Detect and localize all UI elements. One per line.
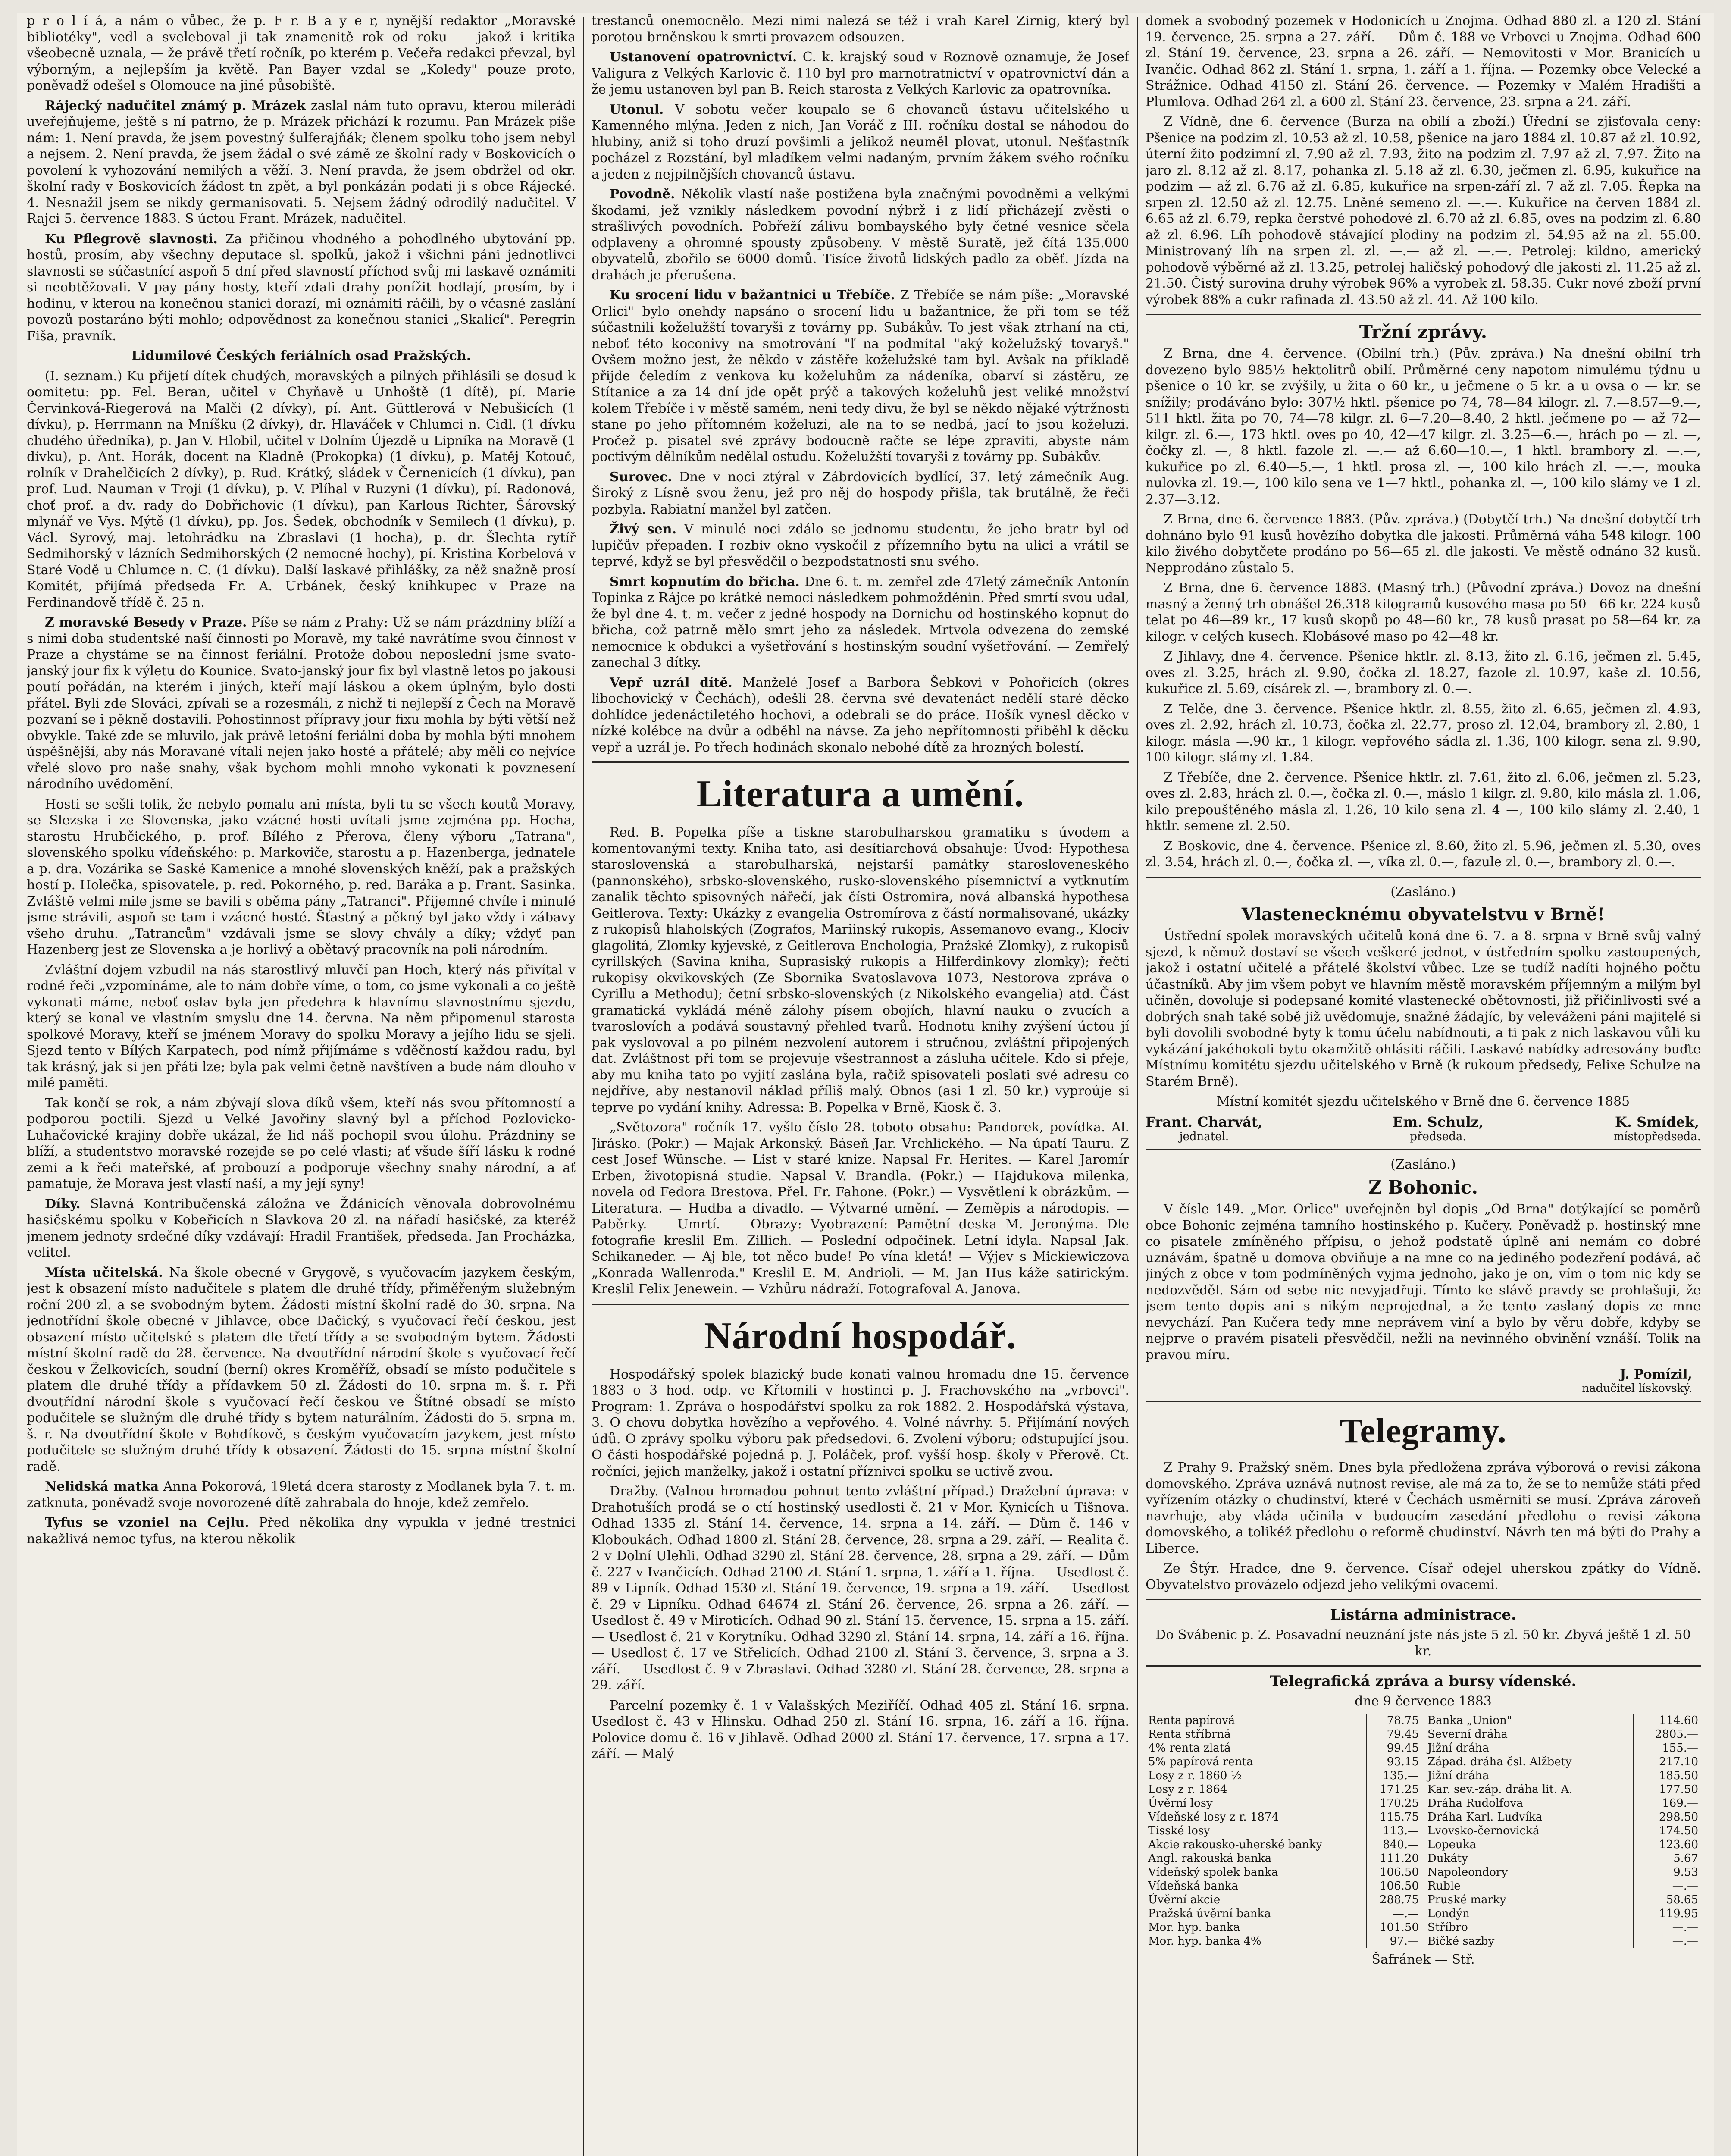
- article-heading: Utonul.: [610, 102, 664, 117]
- rates-table-right: [1425, 1714, 1701, 1948]
- rate-value: 9.53: [1673, 1865, 1698, 1879]
- paragraph: Hospodářský spolek blazický bude konati valnou hromadu dne 15. července 1883 o 3 hod. odp. ve Křtomili v hostinci p. J. Frachovského na „vrbovci". Program: 1. Zpráva o hospodářství spolku za rok 1882. 2. Hospodářská výstava, 3. O chovu dobytka hovězího a vepřového. 4. Volné návrhy. 5. Přijímání nových údů. O zprávy spolku výboru pak předsedovi. 6. Zvolení výboru; odstupující jsou. O části hospodářské pojedná p. J. Poláček, prof. vyšší hosp. školy v Přerově. Ct. ročníci, jejich manželky, jakož i ostatní příznivci spolku se uctivě zvou.: [592, 1366, 1129, 1479]
- article-heading: Lidumilové Českých feriálních osad Pražských.: [131, 348, 471, 364]
- rate-value: 171.25: [1380, 1783, 1419, 1796]
- rate-value: 135.—: [1383, 1769, 1419, 1782]
- section-rule: [1146, 1401, 1701, 1402]
- rate-label: 5% papírová renta: [1146, 1755, 1366, 1769]
- rate-label: Mor. hyp. banka 4%: [1146, 1934, 1366, 1948]
- paragraph: Do Svábenic p. Z. Posavadní neuznání jste nás jste 5 zl. 50 kr. Zbyvá ještě 1 zl. 50 kr.: [1155, 1627, 1691, 1659]
- rate-label: Kar. sev.-záp. dráha lit. A.: [1425, 1783, 1633, 1796]
- section-rule: [1146, 877, 1701, 878]
- rate-row: [1425, 1714, 1701, 1727]
- section-title-narodni-hospodar: Národní hospodář.: [704, 1315, 1017, 1357]
- rate-label: Mor. hyp. banka: [1146, 1921, 1366, 1934]
- rate-value: 97.—: [1390, 1934, 1419, 1948]
- rate-label: Úvěrní akcie: [1146, 1893, 1366, 1907]
- rate-value: 106.50: [1380, 1879, 1419, 1893]
- rate-label: Západ. dráha čsl. Alžbety: [1425, 1755, 1633, 1769]
- column-3: [1146, 13, 1701, 2156]
- rate-value: 170.25: [1380, 1796, 1419, 1810]
- article-heading: Surovec.: [610, 469, 672, 485]
- section-title-z-bohonic: Z Bohonic.: [1368, 1177, 1478, 1198]
- rate-label: Akcie rakousko-uherské banky: [1146, 1838, 1366, 1852]
- paragraph: V čísle 149. „Mor. Orlice" uveřejněn byl dopis „Od Brna" dotýkající se poměrů obce Bohonic zejména tamního hostinského p. Kučery. Poněvadž p. hostinský mne co pisatele zmíněného přípisu, o jehož podstatě úplně ani nemám co dobré uznávám, špatně u domova obviňuje a na mne co na jediného podezření podává, ač jiných z obce v tom podmíněných vyjma jednoho, jako je on, vím o tom nic kdy se nedozvěděl. Sám od sebe nic nevyjadřuji. Tímto ke slávě pravdy se prohlašuji, že jsem tento dopis ani s nikým neprojednal, a že tento zaslaný dopis ze mne nevychází. Pan Kučera tedy mne neprávem viní a bylo by věru dobře, kdyby se nejprve o pravém pisateli přesvědčil, nežli na nevinného obvinění vznáší. Tolik na pravou míru.: [1146, 1202, 1701, 1363]
- rate-value: 78.75: [1387, 1714, 1419, 1727]
- article-heading: Ku Pflegrově slavnosti.: [45, 231, 218, 247]
- section-title-bursa: Telegrafická zpráva a bursy vídenské.: [1270, 1673, 1577, 1690]
- article-heading: Rájecký nadučitel známý p. Mrázek: [45, 98, 306, 113]
- rate-label: Londýn: [1425, 1907, 1633, 1921]
- rate-value: 174.50: [1659, 1824, 1698, 1837]
- paragraph: Nelidská matka Anna Pokorová, 19letá dcera starosty z Modlanek byla 7. t. m. zatknuta, poněvadž svoje novorozené dítě zahrabala do hnoje, kdež zemřelo.: [27, 1479, 576, 1510]
- article-heading: Z moravské Besedy v Praze.: [45, 615, 247, 630]
- paragraph: Ku srocení lidu v bažantnici u Třebíče. Z Třebíče se nám píše: „Moravské Orlici" bylo onehdy napsáno o srocení lidu u bažantnice, že při tom se též súčastnili koželužští tovaryši z továrny pp. Subákův. To jest však ztrhaní na cti, neboť této koconivy na smotrování "ľ na podmítal "aký koželužský tovaryš." Ovšem možno jest, že někdo v zástěře koželužské tam byl. Avšak na příkladě přijde čeledím z venkova ku koželuhům za nádeníka, obarví si zástěru, ze Stítanice a za 14 dní jde opět prýč a takových koželuhů jest veliké množství kolem Třebíče i v městě samém, neni tedy divu, že byl se někdo nějaké výtržnosti stane po jeho přítomném koželuzi, ale na to se nedbá, jací to jsou koželuzi. Pročež p. pisatel své zprávy bodoucně račte se lépe zpraviti, abyste nám poctivým dělníkům nedělal ostudu. Koželužští tovaryši z továrny pp. Subákův.: [592, 288, 1129, 464]
- rate-row: [1425, 1852, 1701, 1865]
- section-title-trzni-zpravy: Tržní zprávy.: [1359, 321, 1487, 342]
- rate-value: 169.—: [1662, 1796, 1698, 1810]
- paragraph: Zvláštní dojem vzbudil na nás starostlivý mluvčí pan Hoch, který nás přivítal v rodné řeči „vzpomínáme, ale to nám dobře víme, o tom, co jsme vykonali a co ještě vykonati máme, neboť oslav byla jen předehra k hlavnímu slavnostnímu sjezdu, který se konal ve vlastním smyslu dne 14. června. Na něm připomenul starosta spolkové Moravy, kteří se jménem Moravy do spolku Moravy a jejího lidu se sjeli. Sjezd tento v Bílých Karpatech, pod nímž přijímáme s vděčností každou radu, byl tak krásný, jak si jen přáti lze; byla pak velmi četně navštíven a bude nám dlouho v milé paměti.: [27, 962, 576, 1091]
- paragraph: Smrt kopnutím do břicha. Dne 6. t. m. zemřel zde 47letý zámečník Antonín Topinka z Rájce po krátké nemoci následkem pohmožděnin. Před smrtí svou udal, že byl dne 4. t. m. večer z jedné hospody na Dornichu od hostinského kopnut do břicha, což patrně mělo smrt jeho za následek. Mrtvola odvezena do zemské nemocnice k obdukci a vyšetřování s hostinským soudní vyšetřování. — Zemřelý zanechal 3 dítky.: [592, 574, 1129, 670]
- paragraph: Surovec. Dne v noci ztýral v Zábrdovicích bydlící, 37. letý zámečník Aug. Široký z Lísně svou ženu, jež pro něj do hospody přišla, tak brutálně, že řeči pozbyla. Rabiatní manžel byl zatčen.: [592, 469, 1129, 517]
- paragraph: Hosti se sešli tolik, že nebylo pomalu ani místa, byli tu se všech koutů Moravy, se Slezska i ze Slovenska, jako vzácné hosti uvítali jsme zejména pp. Hocha, starostu Hrubčického, p. prof. Bílého z Přerova, členy výboru „Tatrana", slovenského spolku vídeňského: p. Markoviče, starostu a p. Hazenberga, jednatele a p. dra. Vozárika se Saské Kamenice a mnohé slovenských kněží, pak a pražských hostí p. Holečka, spisovatele, p. red. Pokorného, p. red. Baráka a p. Frant. Sasinka. Zvláště velmi mile jsme se bavili s oběma pány „Tatranci". Přijemné chvíle i minulé jsme strávili, aspoň se tam i vzácné hosté. Šťastný a pěkný byl jako vždy i zábavy všeho druhu. „Tatrancům" vzdávali jsme se slovy chvály a díky; vždyť pan Hazenberg jest ze Slovenska a je horlivý a obětavý pracovník na poli národním.: [27, 796, 576, 957]
- paragraph: Vepř uzrál dítě. Manželé Josef a Barbora Šebkovi v Pohořicích (okres libochovický v Čechách), odešli 28. června své devatenáct nedělí staré děcko dohlídce jedenáctiletého hochovi, a odebrali se do práce. Hošík vynesl děcko v nízké kolébce na dvůr a odběhl na návse. Za jeho nepřítomnosti přiběhl k děcku vepř a uzrál je. Po třech hodinách skonalo nebohé dítě za hrozných bolestí.: [592, 675, 1129, 755]
- rates-table-left: [1146, 1714, 1421, 1948]
- paragraph: Povodně. Několik vlastí naše postižena byla značnými povodněmi a velkými škodami, jež vznikly následkem povodní nýbrž i z lidí přicházejí zvěsti o strašlivých povodních. Pobřeží zálivu bombayského byly četné vesnice sčela odplaveny a ohromné spousty způsobeny. V městě Suratě, jež čítá 135.000 obyvatelů, zbořilo se 6000 domů. Tisíce životů lidských padlo za oběť. Jízda na drahách je přerušena.: [592, 187, 1129, 283]
- newspaper-page: [17, 13, 1714, 2156]
- rate-row: [1146, 1769, 1421, 1783]
- rate-label: Losy z r. 1860 ½: [1146, 1769, 1366, 1783]
- article-heading: Ku srocení lidu v bažantnici u Třebíče.: [610, 288, 895, 303]
- paragraph: Z Boskovic, dne 4. července. Pšenice zl. 8.60, žito zl. 5.96, ječmen zl. 5.30, oves zl. 3.54, hrách zl. 0.—, čočka zl. —, víka zl. 0.—, fazule zl. 0.—, brambory zl. 0.—.: [1146, 838, 1701, 870]
- paragraph: Z Třebíče, dne 2. července. Pšenice hktlr. zl. 7.61, žito zl. 6.06, ječmen zl. 5.23, oves zl. 2.83, hrách zl. 0.—, čočka zl. 0.—, máslo 1 kilgr. zl. 9.80, kilo másla zl. 1.06, kilo prepouštěného másla zl. 1.26, 10 kilo sena zl. 4 —, 100 kilo slámy zl. 2.40, 1 hktlr. semene zl. 2.50.: [1146, 770, 1701, 834]
- rate-row: [1425, 1865, 1701, 1879]
- signature: J. Pomízil, nadučitel lískovský.: [1582, 1367, 1692, 1395]
- rate-row: [1146, 1727, 1421, 1741]
- rate-value: 840.—: [1383, 1838, 1419, 1851]
- section-rule: [592, 1304, 1129, 1305]
- rate-label: Napoleondory: [1425, 1865, 1633, 1879]
- paragraph: Ku Pflegrově slavnosti. Za přičinou vhodného a pohodlného ubytování pp. hostů, prosím, aby všechny deputace sl. spolků, jakož i všichni páni jednotlivci slavnosti se súčastnící aspoň 5 dní před slavností příchod svůj mi laskavě oznámiti si neobtěžovali. V pay pány hosty, kteří zdali drahy ponížit hodlají, prosím, by i hodinu, v kterou na konečnou stanici dorazí, mi oznámiti ráčili, by o včasné zaslání povozů postaráno býti mohlo; odpovědnost za konečnou stanici „Skalicí". Peregrin Fiša, pravník.: [27, 231, 576, 344]
- rate-row: [1425, 1921, 1701, 1934]
- rate-value: 99.45: [1387, 1741, 1419, 1755]
- rate-value: 115.75: [1380, 1810, 1419, 1824]
- rate-value: 5.67: [1673, 1852, 1698, 1865]
- rate-label: Jižní dráha: [1425, 1741, 1633, 1755]
- paragraph: dne 9 července 1883: [1355, 1694, 1492, 1709]
- rate-label: Úvěrní losy: [1146, 1796, 1366, 1810]
- paragraph: Rájecký nadučitel známý p. Mrázek zaslal nám tuto opravu, kterou milerádi uveřejňujeme, ještě s ní patrno, že p. Mrázek přichází k rozumu. Pan Mrázek píše nám: 1. Není pravda, že jsem povestný šulferajňák; členem spolku toho jsem nebyl a nejsem. 2. Není pravda, že jsem žádal o své zámě ze školní rady v Boskovicích o povolení k vyhozování nemilých a věží. 3. Není pravda, že jsem obdržel od okr. školní rady v Boskovicích žádost tn zpět, a byl ponkázán podati ji s obce Rájecké. 4. Nesnažil jsem se nikdy germanisovati. 5. Nejsem žádný odrodilý nadučitel. V Rajci 5. července 1883. S úctou Frant. Mrázek, nadučitel.: [27, 98, 576, 226]
- rate-value: 155.—: [1662, 1741, 1698, 1755]
- rate-value: 177.50: [1659, 1783, 1698, 1796]
- rate-label: Severní dráha: [1425, 1727, 1633, 1741]
- paragraph: Utonul. V sobotu večer koupalo se 6 chovanců ústavu učitelského u Kamenného mlýna. Jeden z nich, Jan Voráč z III. ročníku dostal se náhodou do hlubiny, aniž si toho druzí povšimli a jelikož neuměl plovat, utonul. Nešťastník pocházel z Rozstání, byl mladíkem velmi nadaným, prvním žákem svého ročníku a jeden z nejpilnějších chovanců ústavu.: [592, 102, 1129, 182]
- rate-label: Pražská úvěrní banka: [1146, 1907, 1366, 1921]
- zaslano-label: (Zasláno.): [1390, 1156, 1456, 1172]
- rate-row: [1146, 1852, 1421, 1865]
- rate-label: Tisské losy: [1146, 1824, 1366, 1838]
- rate-value: —.—: [1393, 1907, 1419, 1920]
- paragraph: Místní komitét sjezdu učitelského v Brně dne 6. července 1885: [1216, 1094, 1630, 1109]
- article-heading: Smrt kopnutím do břicha.: [610, 574, 800, 589]
- paragraph: Dražby. (Valnou hromadou pohnut tento zvláštní případ.) Dražební úprava: v Drahotuších prodá se o ctí hostinský usedlosti č. 21 v Mor. Kynicích u Tišnova. Odhad 1335 zl. Stání 14. července, 14. srpna a 14. září. — Dům č. 146 v Kloboukách. Odhad 1800 zl. Stání 28. července, 28. srpna a 29. září. — Realita č. 2 v Dolní Ulehli. Odhad 3290 zl. Stání 28. července, 28. srpna a 29. září. — Dům č. 227 v Ivančicích. Odhad 2100 zl. Stání 1. srpna, 1. září a 1. října. — Usedlost č. 89 v Lipník. Odhad 1530 zl. Stání 19. července, 19. srpna a 19. září. — Usedlost č. 29 v Lipníku. Odhad 64674 zl. Stání 26. července, 26. srpna a 26. září. — Usedlost č. 49 v Miroticích. Odhad 90 zl. Stání 15. července, 15. srpna a 15. září. — Usedlost č. 21 v Korytníku. Odhad 3290 zl. Stání 14. srpna, 14. září a 16. října. — Usedlost č. 17 ve Střelicích. Odhad 2100 zl. Stání 3. července, 3. srpna a 3. září. — Usedlost č. 9 v Zbraslavi. Odhad 3280 zl. Stání 28. července, 28. srpna a 29. září.: [592, 1484, 1129, 1693]
- article-heading: Vepř uzrál dítě.: [610, 675, 732, 690]
- rate-value: 79.45: [1387, 1727, 1419, 1741]
- section-rule: [592, 761, 1129, 763]
- rate-row: [1146, 1934, 1421, 1948]
- rate-label: Bičké sazby: [1425, 1934, 1633, 1948]
- paragraph: Z Telče, dne 3. července. Pšenice hktlr. zl. 8.55, žito zl. 6.65, ječmen zl. 4.93, oves zl. 2.92, hrách zl. 10.73, čočka zl. 22.77, proso zl. 12.04, brambory zl. 2.80, 1 kilogr. másla —.90 kr., 1 kilogr. vepřového sádla zl. 1.36, 100 kilogr. sena zl. 9.90, 100 kilogr. slámy zl. 1.84.: [1146, 701, 1701, 765]
- rate-label: Dukáty: [1425, 1852, 1633, 1865]
- rate-value: 288.75: [1380, 1893, 1419, 1906]
- rate-row: [1425, 1769, 1701, 1783]
- rate-value: 119.95: [1659, 1907, 1698, 1920]
- rate-value: 58.65: [1666, 1893, 1698, 1906]
- rate-label: Renta papírová: [1146, 1714, 1366, 1727]
- rate-value: 298.50: [1659, 1810, 1698, 1824]
- column-1: [27, 13, 576, 2156]
- rate-row: [1425, 1755, 1701, 1769]
- rate-row: [1146, 1796, 1421, 1810]
- zaslano-label: (Zasláno.): [1390, 884, 1456, 899]
- paragraph: Z moravské Besedy v Praze. Píše se nám z Prahy: Už se nám prázdniny blíží a s nimi doba studentské naší činnosti po Moravě, my také navrátíme svou činnost v Praze a chystáme se na činnost feriální. Protože dobou neposlední jsme svato-janský jour fix k výletu do Kounice. Svato-janský jour fix byl vlastně letos po jakousi poutí pořádán, na kterém i jiných, kteří mají láskou a okem úplným, bylo dosti přátel. Byli zde Slováci, zpívali se a rozesmáli, z nichž ti nejlepší z Čech na Moravě pozvaní se i pěkně dostavili. Pohostinnost přípravy jour fixu mohla by býti větší než obvykle. Také zde se mluvilo, jak právě letošní feriální doba by mohla býti mnohem úspěšnější, aby nás Moravané vítali nejen jako hosté a přátelé; aby měli co nejvíce vřelé slovo pro naše snahy, však bychom mohli mnoho vykonati k povznesení národního uvědomění.: [27, 615, 576, 792]
- rate-row: [1425, 1783, 1701, 1796]
- rate-label: Dráha Karl. Ludvíka: [1425, 1810, 1633, 1824]
- paragraph: Ústřední spolek moravských učitelů koná dne 6. 7. a 8. srpna v Brně svůj valný sjezd, k němuž dostaví se všech veškeré jednot, v ústředním spolku zastoupených, jakož i ostatní učitelé a přátelé školství vůbec. Lze se tudíž nadíti hojného počtu účastníků. Aby jim všem pobyt ve hlavním městě moravském příjemným a milým byl učiněn, dovoluje si podepsané komité vlastenecké obětovnosti, již přičinlivosti své a dobrých snah také sobě již uvědomuje, snažné žádajíc, by veleváženi páni majitelé si byli dovolili svobodné byty k tomu účelu nabídnouti, a ti pak z nich laskavou vůli ku vykázání jakéhokoli bytu okamžitě ohlásiti ráčili. Laskavé nabídky adresovány buďte Místnímu komitétu sjezdu učitelského v Brně (k rukoum předsedy, Felixe Schulze na Starém Brně).: [1146, 928, 1701, 1089]
- paragraph: Tyfus se vzoniel na Cejlu. Před několika dny vypukla v jedné trestnici nakažlivá nemoc tyfus, na kterou několik: [27, 1515, 576, 1547]
- section-title-literatura: Literatura a umění.: [696, 773, 1024, 815]
- rate-row: [1146, 1810, 1421, 1824]
- rate-row: [1425, 1741, 1701, 1755]
- section-rule: [1146, 1599, 1701, 1600]
- section-rule: [1146, 1149, 1701, 1150]
- rate-row: [1146, 1838, 1421, 1852]
- rate-label: Banka „Union": [1425, 1714, 1633, 1727]
- rate-row: [1146, 1879, 1421, 1893]
- rate-label: Angl. rakouská banka: [1146, 1852, 1366, 1865]
- paragraph: Ustanovení opatrovnictví. C. k. krajský soud v Roznově oznamuje, že Josef Valigura z Velkých Karlovic č. 110 byl pro marnotratnictví v opatrovnictví dán a že jemu ustanoven byl pan B. Reich starosta z Velkých Karlovic za opatrovníka.: [592, 50, 1129, 97]
- rate-value: —.—: [1672, 1879, 1698, 1893]
- article-heading: Ustanovení opatrovnictví.: [610, 50, 797, 65]
- paragraph: Místa učitelská. Na škole obecné v Grygově, s vyučovacím jazykem českým, jest k obsazení místo nadučitele s platem dle druhé třídy, přiměřeným služebným roční 200 zl. a se svobodným bytem. Žádosti místní školní radě do 30. srpna. Na jednotřídní škole obecné v Jihlavce, obce Dačický, s vyučovací řečí českou, jest obsazení místo učitelské s platem dle třetí třídy a se svobodným bytem. Žádosti místní školní radě do 28. července. Na dvoutřídní národní škole s vyučovací řečí českou v Želkovicích, soudní (berní) okres Kroměříž, obsadí se místo podučitele s platem dle druhé třídy a přídavkem 50 zl. Žádosti do 10. srpna m. š. r. Při dvoutřídní národní škole s vyučovací řečí českou ve Štítné obsadí se místo podučitele se služným dle druhé třídy s bytem naturálním. Žádosti do 5. srpna m. š. r. Na dvoutřídní škole v Bohdíkově, s českým vyučovacím jazykem, jest místo podučitele se služným druhé třídy k obsazení. Žádosti do 15. srpna místní školní radě.: [27, 1265, 576, 1474]
- rate-value: 185.50: [1659, 1769, 1698, 1782]
- rate-label: Pruské marky: [1425, 1893, 1633, 1907]
- signatures: [1146, 1114, 1701, 1143]
- article-heading: Díky.: [45, 1196, 81, 1212]
- rate-row: [1425, 1893, 1701, 1907]
- column-divider: [1137, 17, 1138, 2156]
- rate-label: Vídeňská banka: [1146, 1879, 1366, 1893]
- paragraph: Z Vídně, dne 6. července (Burza na obilí a zboží.) Úřední se zjisťovala ceny: Pšenice na podzim zl. 10.53 až zl. 10.58, pšenice na jaro 1884 zl. 10.87 až zl. 10.92, úterní žito podzimní zl. 7.90 až zl. 7.93, žito na podzim zl. 7.97 až zl. 7.97. Žito na jaro zl. 8.12 až zl. 8.17, pohanka zl. 5.18 až zl. 6.30, ječmen zl. 6.95, kukuřice na podzim — až zl. 6.76 až zl. 6.85, kukuřice na srpen-září zl. 7 až zl. 7.05. Řepka na srpen zl. 12.50 až zl. 12.75. Lněné semeno zl. —.—. Kukuřice na červen 1884 zl. 6.65 až zl. 6.79, repka čerstvé pohodové zl. 6.70 až zl. 6.85, oves na podzim zl. 6.80 až zl. 6.96. Líh pohodově stávající plodiny na podzim zl. 54.95 až na zl. 55.00. Ministrovaný líh na srpen zl. zl. —.— až zl. —.—. Petrolej: kildno, americký pohodově výběrné až zl. 13.25, petrolej haličský pohodový dle jakosti zl. 11.25 až zl. 21.50. Čistý surovina druhy výrobek 96% a vyrobek zl. 58.35. Cukr nové zboží první výrobek 88% a cukr rafinada zl. 43.50 až zl. 44. Až 100 kilo.: [1146, 114, 1701, 307]
- column-2: [592, 13, 1129, 2156]
- column-divider: [583, 17, 584, 2156]
- paragraph: Živý sen. V minulé noci zdálo se jednomu studentu, že jeho bratr byl od lupičův přepaden. I rozbiv okno vyskočil z přízemního bytu na ulici a vrátil se teprvé, když se byl přesvědčil o bezpodstatnosti snu svého.: [592, 522, 1129, 569]
- rate-label: Stříbro: [1425, 1921, 1633, 1934]
- rate-row: [1146, 1783, 1421, 1796]
- rate-label: 4% renta zlatá: [1146, 1741, 1366, 1755]
- paragraph: trestanců onemocnělo. Mezi nimi nalezá se též i vrah Karel Zirnig, který byl porotou brněnskou k smrti provazem odsouzen.: [592, 13, 1129, 45]
- rate-value: 217.10: [1659, 1755, 1698, 1768]
- article-heading: Místa učitelská.: [45, 1265, 163, 1280]
- paragraph: Z Brna, dne 6. července 1883. (Pův. zpráva.) (Dobytčí trh.) Na dnešní dobytčí trh dohnáno bylo 91 kusů hovězího dobytka dle jakosti. Průměrná váha 548 kilogr. 100 kilo živého dobytčete prodáno po 56—65 zl. dle jakosti. Ve městě odnáno 32 kusů. Nepprodáno zůstalo 5.: [1146, 512, 1701, 576]
- paragraph: Z Jihlavy, dne 4. července. Pšenice hktlr. zl. 8.13, žito zl. 6.16, ječmen zl. 5.45, oves zl. 3.25, hrách zl. 9.90, čočka zl. 18.27, fazole zl. 10.97, kaše zl. 10.56, kukuřice zl. 5.69, císárek zl. —, brambory zl. 0.—.: [1146, 649, 1701, 696]
- rate-label: Lvovsko-černovická: [1425, 1824, 1633, 1838]
- rate-row: [1425, 1879, 1701, 1893]
- article-heading: Živý sen.: [610, 522, 677, 537]
- section-title-telegramy: Telegramy.: [1340, 1412, 1507, 1450]
- article-heading: Nelidská matka: [45, 1479, 159, 1494]
- section-rule: [1146, 1665, 1701, 1667]
- paragraph: Ze Štýr. Hradce, dne 9. července. Císař odejel uherskou zpátky do Vídně. Obyvatelstvo provázelo odjezd jeho velikými ovacemi.: [1146, 1561, 1701, 1592]
- rate-label: Dráha Rudolfova: [1425, 1796, 1633, 1810]
- rate-label: Renta stříbrná: [1146, 1727, 1366, 1741]
- rate-value: 101.50: [1380, 1921, 1419, 1934]
- paragraph: Z Brna, dne 4. července. (Obilní trh.) (Pův. zpráva.) Na dnešní obilní trh dovezeno bylo 985½ hektolitrů obilí. Průměrné ceny napotom nimulému týdnu u pšenice o 10 kr. se zvýšily, u žita o 60 kr., u ječmene o 5 kr. a u ovsa o — kr. se snížily; prodáváno bylo: 307½ hktl. pšenice po 74, 78—84 kilogr. zl. 7.—8.57—9.—, 511 hktl. žita po 70, 74—78 kilgr. zl. 6—7.20—8.40, 2 hktl. ječmene po — až 72— kilgr. zl. 6.—, 173 hktl. oves po 40, 42—47 kilgr. zl. 3.25—6.—, hrách po — zl. —, čočky zl. —, 8 hktl. fazole zl. —.— až 6.60—10.—, 1 hktl. brambory zl. —.—, kukuřice po zl. 6.40—5.—, 1 hktl. prosa zl. —, 100 kilo hrách zl. —.—, mouka nulovka zl. 19.—, 100 kilo sena ve 1—7 hktl., pohanka zl. —, 100 kilo slámy ve 1 zl. 2.37—3.12.: [1146, 346, 1701, 507]
- rate-value: 114.60: [1659, 1714, 1698, 1727]
- rate-label: Vídeňský spolek banka: [1146, 1865, 1366, 1879]
- rate-label: Vídeňské losy z r. 1874: [1146, 1810, 1366, 1824]
- section-title-listarna: Listárna administrace.: [1330, 1606, 1516, 1623]
- rate-row: [1146, 1921, 1421, 1934]
- paragraph: p r o l í á, a nám o vůbec, že p. F r. B a y e r, nynější redaktor „Moravské bibliotéky", vedl a sveleboval ji tak znamenitě rok od roku — jakož i kritika všeobecně uznala, — že právě třetí ročník, po kterém p. Večeřa redakci převzal, byl výborným, a nejlepším ja květě. Pan Bayer vzdal se „Koledy" pouze proto, poněvadž odešel s Olomouce na jiné působiště.: [27, 13, 576, 93]
- rate-row: [1425, 1934, 1701, 1948]
- rate-value: 106.50: [1380, 1865, 1419, 1879]
- rate-row: [1146, 1824, 1421, 1838]
- rate-row: [1146, 1714, 1421, 1727]
- section-title-vlastenecke: Vlastenecknému obyvatelstvu v Brně!: [1241, 904, 1605, 924]
- article-heading: Povodně.: [610, 187, 675, 202]
- bourse-tables: [1146, 1714, 1701, 1948]
- rate-row: [1425, 1907, 1701, 1921]
- rate-row: [1425, 1810, 1701, 1824]
- rate-value: 113.—: [1383, 1824, 1419, 1837]
- rate-row: [1146, 1865, 1421, 1879]
- paragraph: Z Prahy 9. Pražský sněm. Dnes byla předložena zpráva výborová o revisi zákona domovského. Zpráva uznává nutnost revise, ale má za to, že se to nemůže státi před vyřízením otázky o chudinství, které v Čechách usměrniti se musí. Zpráva zároveň navrhuje, aby vláda učinila v budoucím zasedání předlohu o revisi zákona domovského, a tolikéž předlohu o reformě chudinství. Návrh ten má býti do Prahy a Liberce.: [1146, 1460, 1701, 1556]
- paragraph: „Světozora" ročník 17. vyšlo číslo 28. toboto obsahu: Pandorek, povídka. Al. Jirásko. (Pokr.) — Majak Arkonský. Báseň Jar. Vrchlického. — Na úpatí Tauru. Z cest Josef Wünsche. — List v staré knize. Napsal Fr. Herites. — Karel Jaromír Erben, životopisná studie. Napsal V. Brandla. (Pokr.) — Hajdukova milenka, novela od Fedora Brestova. Přel. Fr. Fahone. (Pokr.) — Vysvětlení k obrázkům. — Literatura. — Hudba a divadlo. — Výtvarné umění. — Zeměpis a národopis. — Paběrky. — Umrtí. — Obrazy: Vyobrazení: Pamětní deska M. Jeronýma. Dle fotografie kreslil Em. Zillich. — Poslední odpočinek. Letní idyla. Napsal Jak. Schikaneder. — Aj ble, tot něco bude! Po vína kletá! — Výjev s Mickiewiczova „Konrada Wallenroda." Kreslil E. M. Andrioli. — M. Jan Hus káže satirickým. Kreslil Felix Jenewein. — Vzhůru nádraží. Fotografoval A. Janova.: [592, 1120, 1129, 1297]
- footer-note: Šafránek — Stř.: [1371, 1952, 1475, 1967]
- rate-row: [1425, 1824, 1701, 1838]
- paragraph: domek a svobodný pozemek v Hodonicích u Znojma. Odhad 880 zl. a 120 zl. Stání 19. července, 25. srpna a 27. září. — Dům č. 188 ve Vrbovci u Znojma. Odhad 600 zl. Stání 19. července, 23. srpna a 26. září. — Nemovitosti v Mor. Branicích u Ivančic. Odhad 862 zl. Stání 1. srpna, 1. září a 1. října. — Pozemky obce Velecké a Strážnice. Odhad 4150 zl. Stání 26. července. — Pozemky v Malém Hradišti a Plumlova. Odhad 264 zl. a 600 zl. Stání 23. července, 23. srpna a 24. září.: [1146, 13, 1701, 110]
- rate-label: Lopeuka: [1425, 1838, 1633, 1852]
- rate-label: Losy z r. 1864: [1146, 1783, 1366, 1796]
- article-heading: Tyfus se vzoniel na Cejlu.: [45, 1515, 249, 1530]
- paragraph: Tak končí se rok, a nám zbývají slova díků všem, kteří nás svou přítomností a podporou poctili. Sjezd u Velké Javořiny slavný byl a příchod Pozlovicko-Luhačovické krajiny dobře ukázal, že lid náš pochopil svou úlohu. Prázdniny se blíží, a studentstvo moravské rozejde se po celé vlasti; ať všude šíří lásku k rodné zemi a k řeči mateřské, ať probouzí a podporuje všechny snahy národní, a ať pamatuje, že Morava jest vlastí naší, a my její syny!: [27, 1095, 576, 1191]
- rate-label: Ruble: [1425, 1879, 1633, 1893]
- signature: K. Smídek, místopředseda.: [1613, 1113, 1701, 1143]
- rate-row: [1146, 1907, 1421, 1921]
- rate-row: [1425, 1838, 1701, 1852]
- rate-row: [1425, 1727, 1701, 1741]
- rate-value: 111.20: [1380, 1852, 1419, 1865]
- section-rule: [1146, 314, 1701, 315]
- rate-row: [1425, 1796, 1701, 1810]
- rate-row: [1146, 1755, 1421, 1769]
- paragraph: Parcelní pozemky č. 1 v Valašských Meziříčí. Odhad 405 zl. Stání 16. srpna. Usedlost č. 43 v Hlinsku. Odhad 250 zl. Stání 16. srpna, 16. září a 16. října. Polovice domu č. 16 v Jihlavě. Odhad 2000 zl. Stání 17. července, 17. srpna a 17. září. — Malý: [592, 1698, 1129, 1761]
- rate-value: 93.15: [1387, 1755, 1419, 1768]
- signature: Frant. Charvát, jednatel.: [1146, 1113, 1263, 1143]
- rate-label: Jižní dráha: [1425, 1769, 1633, 1783]
- paragraph: Red. B. Popelka píše a tiskne starobulharskou gramatiku s úvodem a komentovanými texty. Kniha tato, asi desítiarchová obsahuje: Úvod: Hypothesa staroslovenská a starobulharská, nejstarší památky starosloveneského (pannonského), srbsko-slovenského, rusko-slovenského písemnictví a vytknutím zanalik těchto spisovných nářečí, jak čísti Ostromira, nová albanská hypothesa Geitlerova. Texty: Ukázky z evangelia Ostromírova z částí normalisované, ukázky z rukopisů hlaholských (Zografos, Mariinský rukopis, Assemanovo evang., Klociv glagolitá, Zlomky kyjevské, z Geitlerova Enchologia, Pražské Zlomky), z rukopisů cyrillských (Savina kniha, Suprasiský rukopis a Hilferdinkovy zlomky); řečtí rukopisy okvikovských (Ze Sbornika Svatoslavova 1073, Nestorova zpráva o Cyrillu a Methodu); četní srbsko-slovenských (z Nikolského evangelia) atd. Část gramatická vykládá méně zálohy písem obojích, hlavní nauku o zvucích a tvaroslovích a podává soustavný přehled tvarů. Hodnotu knihy zvýšení úctou jí pak vyslovoval a po pilném nezvolení autorem i stručnou, zvláštní připojených dat. Zvláštnost při tom se projevuje všestrannost a zásluha učitele. Kdo si přeje, aby mu kniha tato po vyjití zaslána byla, račiž spisovateli poslati své adresu co nejdříve, aby nestanovil náklad příliš malý. Obnos (asi 1 zl. 50 kr.) vyproúje si teprve po vydání knihy. Adressa: B. Popelka v Brně, Kiosk č. 3.: [592, 825, 1129, 1115]
- rate-value: —.—: [1672, 1934, 1698, 1948]
- rate-value: 123.60: [1659, 1838, 1698, 1851]
- signature: Em. Schulz, předseda.: [1392, 1113, 1484, 1143]
- paragraph: Díky. Slavná Kontribučenská záložna ve Ždánicích věnovala dobrovolnému hasičskému spolku v Kobeřicích n Slavkova 20 zl. na nářadí hasičské, za kteréž jmenem jednoty srdečné díky vzdávají: Hradil František, předseda. Jan Procházka, velitel.: [27, 1196, 576, 1260]
- paragraph: Z Brna, dne 6. července 1883. (Masný trh.) (Původní zpráva.) Dovoz na dnešní masný a ženný trh obnášel 26.318 kilogramů kusového masa po 50—66 kr. 224 kusů telat po 46—89 kr., 17 kusů skopů po 48—60 kr., 78 kusů prasat po 58—64 kr. za kilogr. v celých kusech. Klobásové maso po 42—48 kr.: [1146, 580, 1701, 644]
- rate-row: [1146, 1893, 1421, 1907]
- paragraph: (I. seznam.) Ku přijetí dítek chudých, moravských a pilných přihlásili se dosud k oomitetu: pp. Fel. Beran, učitel v Chyňavě u Unhoště (1 dítě), pí. Marie Červinková-Riegerová na Malči (2 dívky), pí. Ant. Güttlerová v Nebušicích (1 dívku), p. Herrmann na Mníšku (2 dívky), dr. Hlaváček v Chlumci n. Cidl. (1 dívku chudého úředníka), p. Jan V. Hlobil, učitel v Dolním Újezdě u Lipníka na Moravě (1 dívku), p. Ant. Horák, docent na Kladně (Prokopka) (1 dívku), p. Matěj Kotouč, rolník v Drahelčicích 2 dívky), p. Rud. Krátký, sládek v Černenicích (1 dívku), pan prof. Lud. Nauman v Troji (1 dívku), p. V. Plíhal v Ruzyni (1 dívku), pí. Radonová, choť prof. a dv. rady do Dobřichovic (1 dívku), pan Karlous Richter, Šárovský mlynář ve Vys. Mýtě (1 dívku), pp. Jos. Šedek, obchodník v Semilech (1 dívku), p. Václ. Syrový, maj. letohrádku na Zbraslavi (1 hocha), p. dr. Šlechta rytíř Sedmihorský v lázních Sedmihorských (2 nemocné hochy), pí. Kristina Korbelová v Staré Vodě u Chlumce n. C. (1 dívku). Další laskavé přihlášky, za něž snažně prosí Komitét, přijímá předseda Fr. A. Urbánek, český knihkupec v Praze na Ferdinandově třídě č. 25 n.: [27, 368, 576, 610]
- rate-row: [1146, 1741, 1421, 1755]
- rate-value: —.—: [1672, 1921, 1698, 1934]
- rate-value: 2805.—: [1655, 1727, 1698, 1741]
